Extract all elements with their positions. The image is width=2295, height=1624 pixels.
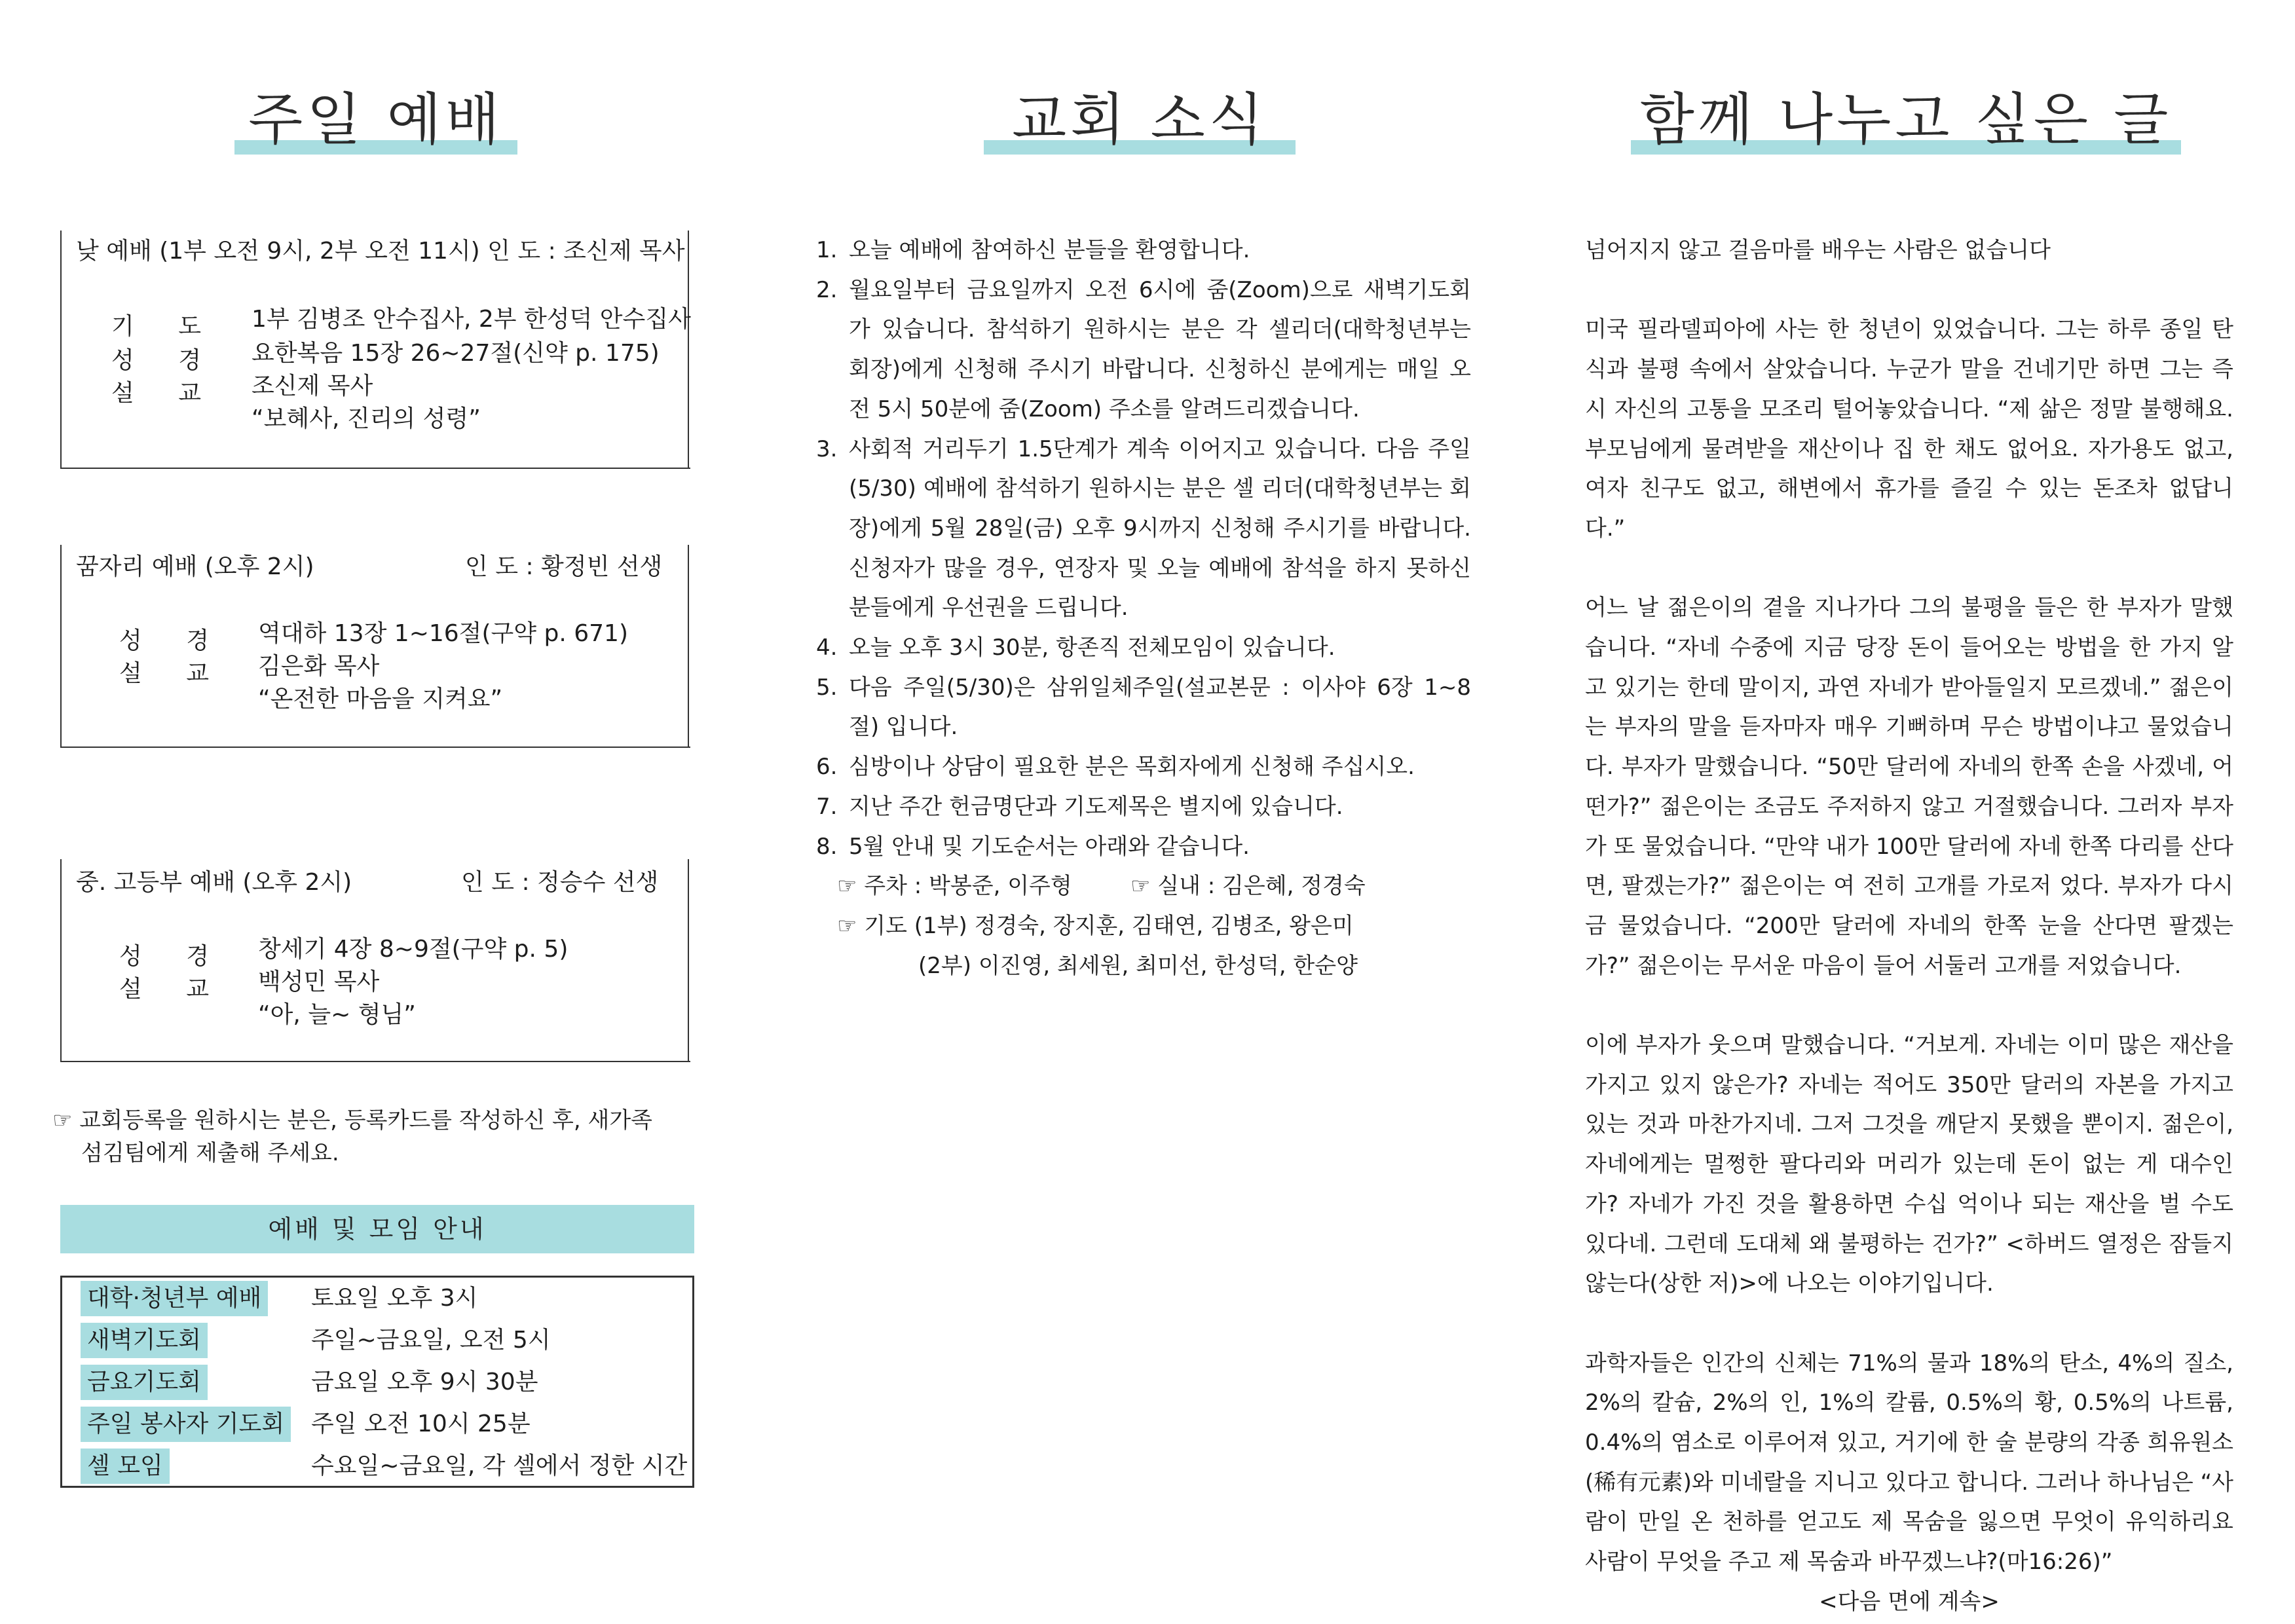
kids-service-leader: 인 도 : 황정빈 선생 xyxy=(465,553,663,580)
item-number: 3. xyxy=(816,435,838,462)
scripture-label: 성 경 xyxy=(111,347,219,374)
item-text: 오늘 예배에 참여하신 분들을 환영합니다. xyxy=(849,237,1250,263)
essay-paragraph: 미국 필라델피아에 사는 한 청년이 있었습니다. 그는 하루 종일 탄식과 불평 속에서 살았습니다. 누군가 말을 건네기만 하면 그는 즉시 자신의 고통을 모조리 털어놓았습니다. “제 삶은 정말 불행해요. 부모님에게 물려받을 재산이나 집 한 채도 없어요. 자가용도 없고, 여자 친구도 없고, 해변에서 휴가를 즐길 수 있는 돈조차 없답니다.” xyxy=(1585,316,2233,542)
item-number: 6. xyxy=(816,754,838,781)
news-list xyxy=(816,231,1471,986)
worship-heading xyxy=(234,87,517,153)
item-text: 오늘 오후 3시 30분, 항존직 전체모임이 있습니다. xyxy=(849,635,1335,661)
registration-note: ☞ 교회등록을 원하시는 분은, 등록카드를 작성하신 후, 새가족 xyxy=(52,1107,653,1134)
guide-time: 수요일~금요일, 각 셀에서 정한 시간 xyxy=(311,1452,688,1479)
scripture-label: 성 경 xyxy=(119,943,227,970)
continued-note: <다음 면에 계속> xyxy=(1819,1588,2000,1615)
item-text: 지난 주간 헌금명단과 기도제목은 별지에 있습니다. xyxy=(849,793,1343,820)
worship-heading-text: 주일 예배 xyxy=(248,87,504,153)
item-number: 8. xyxy=(816,833,838,860)
list-item xyxy=(816,430,1471,629)
box-edge xyxy=(688,231,689,469)
youth-service-title: 중. 고등부 예배 (오후 2시) xyxy=(76,869,352,896)
list-item xyxy=(816,628,1471,668)
table-row xyxy=(62,1403,692,1445)
sermon-pastor: 김은화 목사 xyxy=(258,653,380,680)
sermon-title: “온전한 마음을 지켜요” xyxy=(258,686,503,712)
news-heading-text: 교회 소식 xyxy=(1012,87,1267,153)
table-row xyxy=(62,1278,692,1320)
guide-time: 주일 오전 10시 25분 xyxy=(311,1411,531,1437)
essay-title: 넘어지지 않고 걸음마를 배우는 사람은 없습니다 xyxy=(1585,237,2051,263)
list-item xyxy=(816,231,1471,270)
item-text: 월요일부터 금요일까지 오전 6시에 줌(Zoom)으로 새벽기도회가 있습니다. 참석하기 원하시는 분은 각 셀리더(대학청년부는 회장)에게 신청해 주시기 바랍니다. 신청하신 분에게는 매일 오전 5시 50분에 줌(Zoom) 주소를 알려드리겠습니다. xyxy=(849,276,1471,422)
guide-name: 금요기도회 xyxy=(81,1365,208,1400)
parking-duty: ☞ 주차 : 박봉준, 이주형 xyxy=(837,873,1072,900)
registration-note-cont: 섬김팀에게 제출해 주세요. xyxy=(81,1140,339,1166)
box-edge xyxy=(688,859,689,1062)
guide-name: 셀 모임 xyxy=(81,1449,170,1484)
scripture-value: 요한복음 15장 26~27절(신약 p. 175) xyxy=(252,340,660,367)
scripture-value: 창세기 4장 8~9절(구약 p. 5) xyxy=(258,936,569,963)
essay-paragraph: 어느 날 젊은이의 곁을 지나가다 그의 불평을 들은 한 부자가 말했습니다. “자네 수중에 지금 당장 돈이 들어오는 방법을 한 가지 알고 있기는 한데 말이지, 과연 자네가 받아들일지 모르겠네.” 젊은이는 부자의 말을 듣자마자 매우 기뻐하며 무슨 방법이냐고 물었습니다. 부자가 말했습니다. “50만 달러에 자네의 한쪽 손을 사겠네, 어떤가?” 젊은이는 조금도 주저하지 않고 거절했습니다. 그러자 부자가 또 물었습니다. “만약 내가 100만 달러에 자네 한쪽 다리를 산다면, 팔겠는가?” 젊은이는 여 전히 고개를 가로저 었다. 부자가 다시금 물었습니다. “200만 달러에 자네의 한쪽 눈을 산다면 팔겠는가?” 젊은이는 무서운 마음이 들어 서둘러 고개를 저었습니다. xyxy=(1585,595,2233,979)
day-service-title: 낮 예배 (1부 오전 9시, 2부 오전 11시) 인 도 : 조신제 목사 xyxy=(76,238,685,265)
prayer-label: 기 도 xyxy=(111,313,219,340)
duty-row xyxy=(816,866,1471,906)
item-text: 다음 주일(5/30)은 삼위일체주일(설교본문 : 이사야 6장 1~8절) 입니다. xyxy=(849,674,1471,741)
essay-paragraph: 이에 부자가 웃으며 말했습니다. “거보게. 자네는 이미 많은 재산을 가지고 있지 않은가? 자네는 적어도 350만 달러의 자본을 가지고 있는 것과 마찬가지네. 그저 그것을 깨닫지 못했을 뿐이지. 젊은이, 자네에게는 멀쩡한 팔다리와 머리가 있는데 돈이 없는 게 대수인가? 자네가 가진 것을 활용하면 수십 억이나 되는 재산을 벌 수도 있다네. 그런데 도대체 왜 불평하는 건가?” <하버드 열정은 잠들지 않는다(상한 저)>에 나오는 이야기입니다. xyxy=(1585,1032,2233,1297)
guide-heading: 예배 및 모임 안내 xyxy=(60,1205,694,1253)
table-row xyxy=(62,1445,692,1487)
list-item xyxy=(816,270,1471,430)
guide-time: 금요일 오후 9시 30분 xyxy=(311,1369,538,1395)
prayer-duty: ☞ 기도 (1부) 정경숙, 장지훈, 김태연, 김병조, 왕은미 xyxy=(837,912,1354,939)
list-item xyxy=(816,668,1471,747)
item-number: 5. xyxy=(816,674,838,701)
guide-table xyxy=(60,1276,694,1488)
sermon-label: 설 교 xyxy=(119,976,227,1003)
guide-time: 토요일 오후 3시 xyxy=(311,1285,478,1312)
sermon-title: “아, 늘~ 형님” xyxy=(258,1001,416,1028)
sharing-heading-text: 함께 나누고 싶은 글 xyxy=(1639,87,2173,153)
guide-name: 주일 봉사자 기도회 xyxy=(81,1407,291,1442)
news-heading xyxy=(984,87,1296,153)
list-item xyxy=(816,747,1471,787)
sermon-pastor: 조신제 목사 xyxy=(252,373,373,399)
sermon-label: 설 교 xyxy=(111,380,219,407)
item-text: 심방이나 상담이 필요한 분은 목회자에게 신청해 주십시오. xyxy=(849,754,1415,781)
box-edge-top xyxy=(688,231,689,232)
guide-time: 주일~금요일, 오전 5시 xyxy=(311,1327,551,1354)
box-edge xyxy=(688,545,689,748)
sermon-pastor: 백성민 목사 xyxy=(258,969,380,995)
indoor-duty: ☞ 실내 : 김은혜, 정경숙 xyxy=(1130,873,1366,900)
scripture-label: 성 경 xyxy=(119,627,227,654)
kids-service-title: 꿈자리 예배 (오후 2시) xyxy=(76,553,314,580)
essay xyxy=(1585,231,2233,1622)
table-row xyxy=(62,1320,692,1361)
list-item xyxy=(816,787,1471,827)
youth-service-leader: 인 도 : 정승수 선생 xyxy=(461,869,659,896)
prayer-value: 1부 김병조 안수집사, 2부 한성덕 안수집사 xyxy=(252,306,691,333)
scripture-value: 역대하 13장 1~16절(구약 p. 671) xyxy=(258,620,628,647)
item-text: 5월 안내 및 기도순서는 아래와 같습니다. xyxy=(849,833,1250,860)
guide-name: 새벽기도회 xyxy=(81,1323,208,1358)
guide-name: 대학·청년부 예배 xyxy=(81,1281,268,1316)
table-row xyxy=(62,1361,692,1403)
list-item xyxy=(816,827,1471,867)
item-number: 4. xyxy=(816,635,838,661)
item-number: 2. xyxy=(816,276,838,303)
essay-paragraph: 과학자들은 인간의 신체는 71%의 물과 18%의 탄소, 4%의 질소, 2%의 칼슘, 2%의 인, 1%의 칼륨, 0.5%의 황, 0.5%의 나트륨, 0.4%의 염소로 이루어져 있고, 거기에 한 술 분량의 각종 희유원소(稀有元素)와 미네랄을 지니고 있다고 합니다. 그러나 하나님은 “사람이 만일 온 천하를 얻고도 제 목숨을 잃으면 무엇이 유익하리요 사람이 무엇을 주고 제 목숨과 바꾸겠느냐?(마16:26)” xyxy=(1585,1350,2233,1576)
sermon-title: “보혜사, 진리의 성령” xyxy=(252,405,481,432)
sermon-label: 설 교 xyxy=(119,660,227,687)
sharing-heading xyxy=(1631,87,2181,153)
item-text: 사회적 거리두기 1.5단계가 계속 이어지고 있습니다. 다음 주일(5/30) 예배에 참석하기 원하시는 분은 셀 리더(대학청년부는 회장)에게 5월 28일(금) 오후 9시까지 신청해 주시기를 바랍니다. 신청자가 많을 경우, 연장자 및 오늘 예배에 참석을 하지 못하신 분들에게 우선권을 드립니다. xyxy=(849,435,1471,621)
item-number: 7. xyxy=(816,793,838,820)
prayer-duty-2: (2부) 이진영, 최세원, 최미선, 한성덕, 한순양 xyxy=(918,952,1358,979)
item-number: 1. xyxy=(816,237,838,263)
